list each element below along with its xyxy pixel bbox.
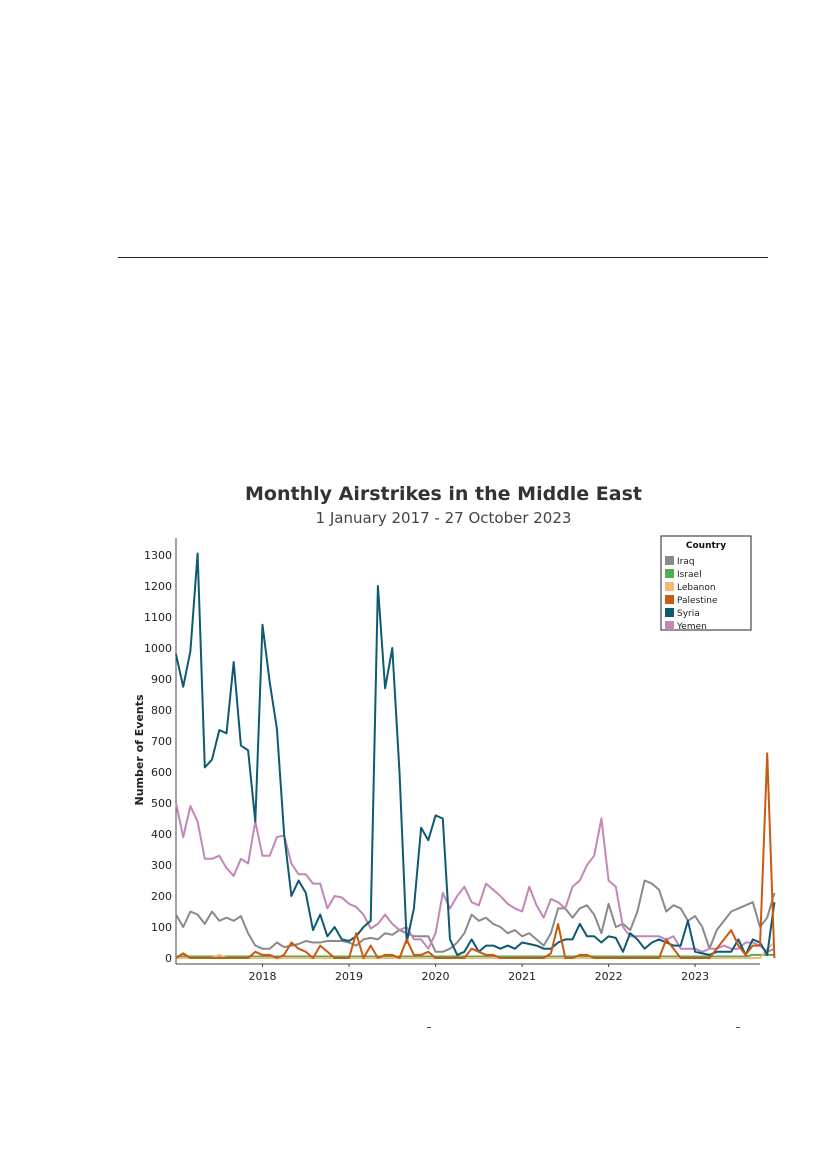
- chart-subtitle: 1 January 2017 - 27 October 2023: [315, 509, 572, 527]
- x-tick-label: 2021: [508, 970, 537, 983]
- page-mark: [736, 1027, 740, 1028]
- y-tick-label: 400: [151, 828, 172, 841]
- y-tick-label: 800: [151, 704, 172, 717]
- legend-swatch: [665, 556, 674, 565]
- x-tick-label: 2020: [421, 970, 450, 983]
- y-tick-label: 300: [151, 859, 172, 872]
- y-tick-label: 100: [151, 921, 172, 934]
- y-tick-label: 0: [165, 952, 172, 965]
- y-tick-label: 900: [151, 673, 172, 686]
- y-tick-label: 500: [151, 797, 172, 810]
- y-tick-label: 1000: [144, 642, 172, 655]
- y-tick-label: 600: [151, 766, 172, 779]
- page-mark: [427, 1027, 431, 1028]
- series-line-iraq: [176, 881, 774, 952]
- y-tick-label: 200: [151, 890, 172, 903]
- legend-item-label: Israel: [677, 570, 702, 580]
- legend-swatch: [665, 582, 674, 591]
- legend-item-label: Syria: [677, 609, 700, 619]
- chart-title: Monthly Airstrikes in the Middle East: [245, 483, 642, 505]
- x-tick-label: 2018: [248, 970, 277, 983]
- x-tick-label: 2023: [681, 970, 710, 983]
- y-tick-label: 1300: [144, 549, 172, 562]
- legend-swatch: [665, 569, 674, 578]
- x-tick-label: 2019: [335, 970, 364, 983]
- legend-swatch: [665, 621, 674, 630]
- chart-legend: [661, 536, 751, 632]
- y-tick-label: 1100: [144, 611, 172, 624]
- legend-item-label: Lebanon: [677, 583, 716, 593]
- legend-title: Country: [685, 541, 727, 551]
- x-tick-label: 2022: [594, 970, 623, 983]
- legend-item-label: Iraq: [677, 557, 695, 567]
- y-axis-label: Number of Events: [133, 694, 146, 806]
- legend-swatch: [665, 595, 674, 604]
- y-tick-label: 1200: [144, 580, 172, 593]
- legend-swatch: [665, 608, 674, 617]
- legend-item-label: Yemen: [677, 622, 707, 632]
- legend-item-label: Palestine: [677, 596, 718, 606]
- y-tick-label: 700: [151, 735, 172, 748]
